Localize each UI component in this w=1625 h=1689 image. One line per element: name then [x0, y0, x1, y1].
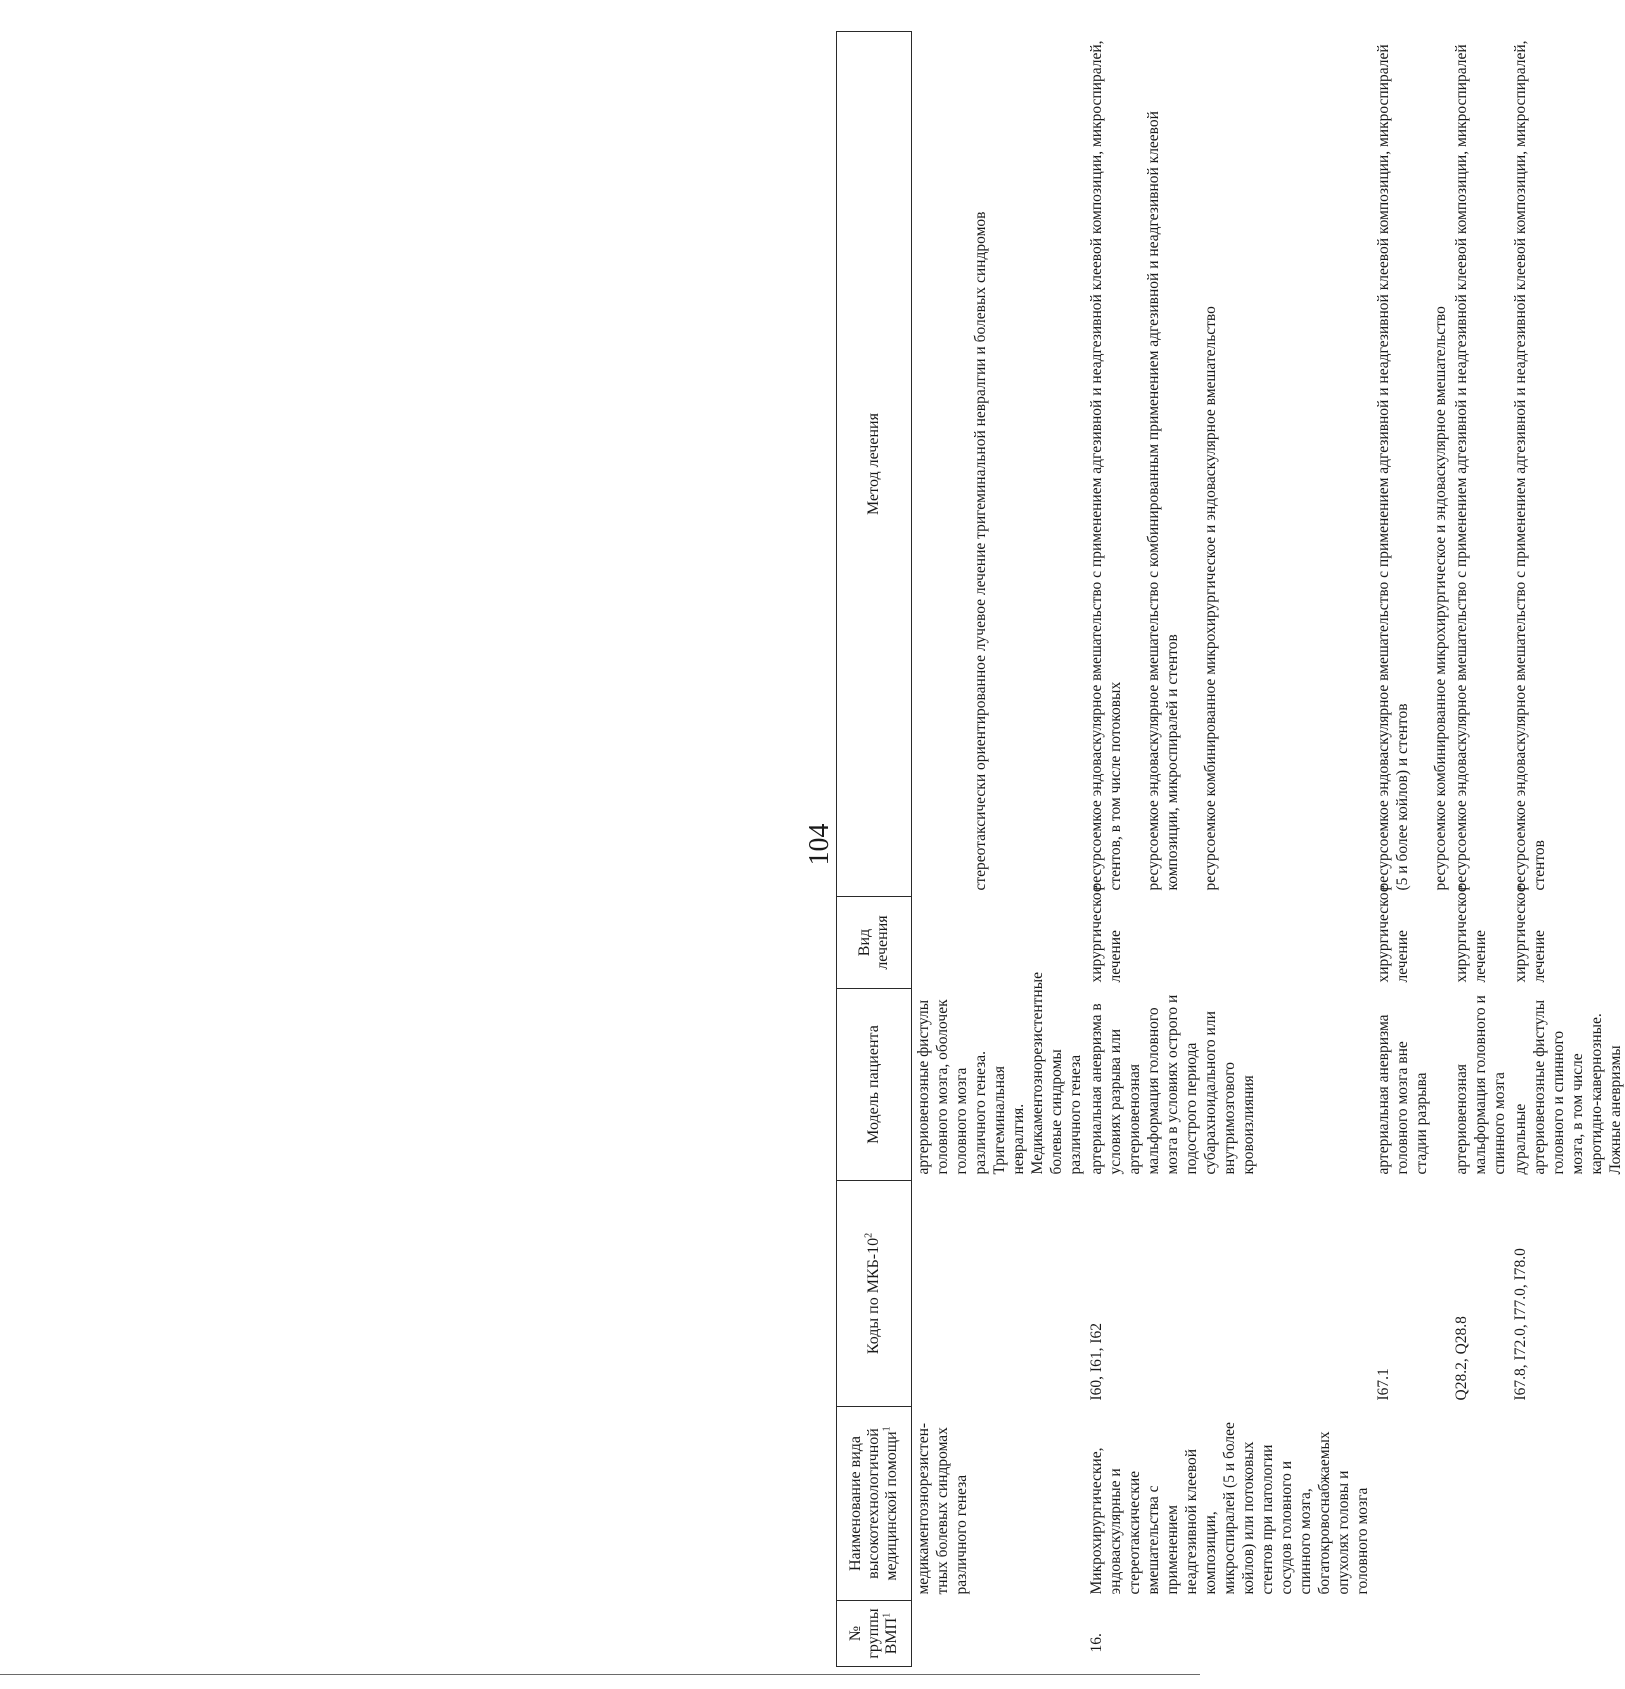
cell-icd-codes: I67.8, I72.0, I77.0, I78.0 [1512, 1248, 1529, 1401]
header-treatment-type: Вид лечения [837, 897, 912, 989]
cell-treatment-type [912, 897, 1086, 989]
table-row [912, 32, 1086, 1667]
cell-care-name [1372, 1407, 1450, 1601]
cell-group-number [912, 1601, 1086, 1667]
cell-treatment-type: хирургическое лечение [1453, 885, 1489, 983]
method-text: ресурсоемкое комбинированное микрохирургическое и эндоваскулярное вмешательство [1202, 306, 1219, 891]
method-text: ресурсоемкое эндоваскулярное вмешательство с применением адгезивной и неадгезивной клеевой композиции, микроспиралей [1453, 44, 1470, 891]
cell-group-number [1509, 1601, 1625, 1667]
header-treatment-method: Метод лечения [837, 32, 912, 897]
cell-group-number: 16. [1088, 1633, 1105, 1653]
cell-care-name: Микрохирургические, эндоваскулярные и стереотаксические вмешательства с применением неадгезивной клеевой композиции, микроспиралей (5 и более койлов) или потоковых стентов при патологии сосудов головного и спинного мозга, богатокровоснабжаемых опухолях головы и головного мозга [1088, 1422, 1371, 1595]
cell-patient-model: артериальная аневризма головного мозга вне стадии разрыва [1375, 1014, 1430, 1175]
cell-treatment-method [1372, 32, 1450, 897]
cell-group-number [1372, 1601, 1450, 1667]
cell-treatment-method [912, 32, 1086, 897]
cell-treatment-method [1509, 32, 1625, 897]
cell-patient-model: артериальная аневризма в условиях разрыва или артериовенозная мальформация головного мозга в условиях острого и подострого периода субарахноидального или внутримозгового кровоизлияния [1088, 994, 1257, 1175]
table-row [1450, 32, 1509, 1667]
cell-patient-model: артериовенозные фистулы головного мозга, оболочек головного мозга различного генеза. Тригеминальная невралгия. Медикаментознорезистентные болевые синдромы различного генеза [915, 971, 1084, 1175]
header-patient-model: Модель пациента [837, 989, 912, 1181]
table-row [1372, 32, 1450, 1667]
method-text: ресурсоемкое комбинированное микрохирургическое и эндоваскулярное вмешательство [1432, 306, 1449, 891]
cell-treatment-type: хирургическое лечение [1088, 885, 1124, 983]
cell-care-name [1509, 1407, 1625, 1601]
table-row [1085, 32, 1372, 1667]
treatment-table [836, 31, 1625, 1667]
cell-patient-model: дуральные артериовенозные фистулы головного и спинного мозга, в том числе каротидно-кавернозные. Ложные аневризмы [1512, 999, 1624, 1175]
method-text: стереотаксически ориентированное лучевое лечение тригеминальной невралгии и болевых синдромов [972, 211, 989, 891]
cell-care-name: медикаментознорезистен-тных болевых синдромах различного генеза [915, 1422, 970, 1595]
cell-group-number [1450, 1601, 1509, 1667]
cell-icd-codes: I67.1 [1375, 1368, 1392, 1401]
cell-treatment-type: хирургическое лечение [1512, 885, 1548, 983]
cell-patient-model: артериовенозная мальформация головного и спинного мозга [1453, 995, 1508, 1175]
table-header-row [837, 32, 912, 1667]
cell-icd-codes: I60, I61, I62 [1088, 1323, 1105, 1401]
table-row [1509, 32, 1625, 1667]
header-icd-codes: Коды по МКБ-$10^2$ [837, 1181, 912, 1407]
page-number: 104 [804, 823, 835, 866]
method-text: ресурсоемкое эндоваскулярное вмешательство с применением адгезивной и неадгезивной клеевой композиции, микроспиралей, стентов [1512, 40, 1548, 891]
cell-icd-codes: Q28.2, Q28.8 [1453, 1316, 1470, 1401]
header-group-number: № группы ВМП$^1$ [837, 1601, 912, 1667]
cell-icd-codes [912, 1181, 1086, 1407]
cell-treatment-type: хирургическое лечение [1375, 885, 1411, 983]
header-care-name: Наименование вида высокотехнологичной медицинской помощи$^1$ [837, 1407, 912, 1601]
method-text: ресурсоемкое эндоваскулярное вмешательство с применением адгезивной и неадгезивной клеевой композиции, микроспиралей (5 и более койлов) и стентов [1375, 44, 1411, 891]
method-text: ресурсоемкое эндоваскулярное вмешательство с комбинированным применением адгезивной и неадгезивной клеевой композиции, микроспиралей и стентов [1145, 111, 1181, 891]
cell-care-name [1450, 1407, 1509, 1601]
cell-treatment-method [1450, 32, 1509, 897]
cell-treatment-method [1085, 32, 1372, 897]
method-text: ресурсоемкое эндоваскулярное вмешательство с применением адгезивной и неадгезивной клеевой композиции, микроспиралей, стентов, в том числе потоковых [1088, 40, 1124, 891]
